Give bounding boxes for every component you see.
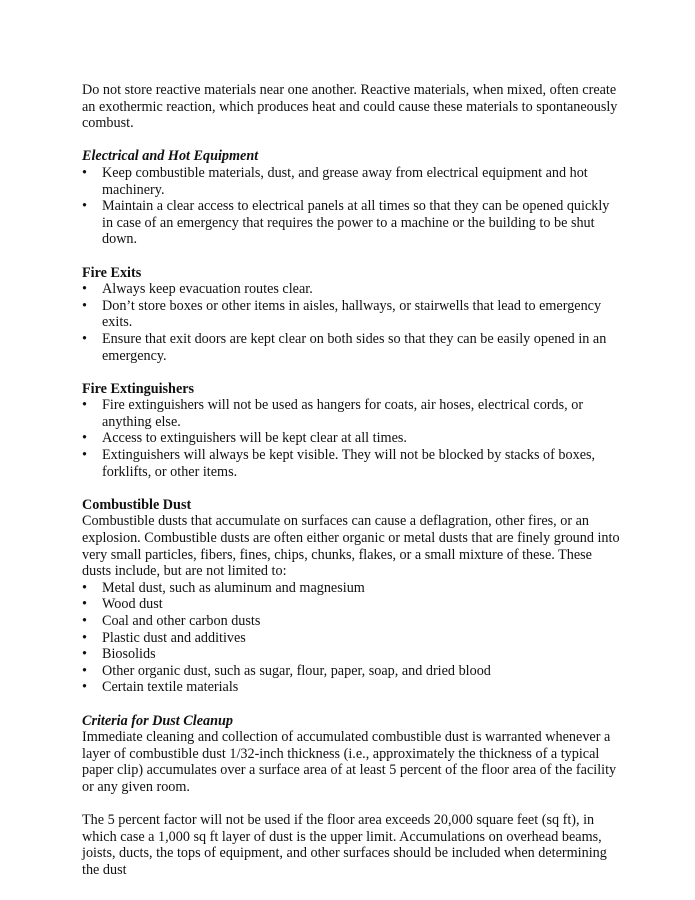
bullet-icon: • <box>82 596 87 613</box>
list-item: • Extinguishers will always be kept visible. They will not be blocked by stacks of boxes, forklifts, or other items. <box>82 447 596 480</box>
bullet-icon: • <box>82 613 87 629</box>
intro-paragraph: Do not store reactive materials near one another. Reactive materials, when mixed, often create an exothermic reaction, which produces heat and could cause these materials to spontaneously combust. <box>82 82 618 132</box>
bullet-icon: • <box>82 662 87 679</box>
electrical-heading: Electrical and Hot Equipment <box>82 148 259 165</box>
list-item: • Maintain a clear access to electrical panels at all times so that they can be opened quickly in case of an emergency that requires the power to a machine or the building to be shut down. <box>82 198 610 248</box>
cleanup-paragraph-1: Immediate cleaning and collection of accumulated combustible dust is warranted whenever a layer of combustible dust 1/32-inch thickness (i.e., approximately the thickness of a typical paper clip) accumulates over a surface area of at least 5 percent of the floor area of the facility or any given room. <box>82 729 617 795</box>
document-body <box>82 82 622 879</box>
bullet-icon: • <box>82 297 87 314</box>
list-item: • Certain textile materials <box>82 679 239 696</box>
list-item: • Fire extinguishers will not be used as hangers for coats, air hoses, electrical cords, or anything else. <box>82 397 584 430</box>
bullet-icon: • <box>82 281 87 298</box>
bullet-icon: • <box>82 629 87 646</box>
list-item: • Other organic dust, such as sugar, flour, paper, soap, and dried blood <box>82 662 491 679</box>
dust-list <box>82 580 622 696</box>
bullet-icon: • <box>82 198 87 215</box>
fire-exits-heading: Fire Exits <box>82 264 142 281</box>
bullet-icon: • <box>82 646 87 663</box>
bullet-icon: • <box>82 330 87 347</box>
list-item: • Plastic dust and additives <box>82 629 246 646</box>
list-item: • Keep combustible materials, dust, and grease away from electrical equipment and hot machinery. <box>82 164 588 198</box>
extinguishers-list <box>82 397 622 480</box>
list-item: • Don’t store boxes or other items in aisles, hallways, or stairwells that lead to emergency exits. <box>82 297 602 331</box>
list-item: • Wood dust <box>82 596 163 613</box>
bullet-icon: • <box>82 164 87 181</box>
list-item: • Metal dust, such as aluminum and magnesium <box>82 579 365 596</box>
dust-heading: Combustible Dust <box>82 496 192 513</box>
cleanup-paragraph-2: The 5 percent factor will not be used if the floor area exceeds 20,000 square feet (sq ft), in which case a 1,000 sq ft layer of dust is the upper limit. Accumulations on overhead beams, joists, ducts, the tops of equipment, and other surfaces should be included when determining the dust <box>82 812 607 878</box>
list-item: • Always keep evacuation routes clear. <box>82 281 313 298</box>
bullet-icon: • <box>82 447 87 464</box>
list-item: • Biosolids <box>82 646 156 663</box>
bullet-icon: • <box>82 579 87 596</box>
list-item: • Coal and other carbon dusts <box>82 613 261 629</box>
bullet-icon: • <box>82 430 87 447</box>
electrical-list <box>82 165 622 248</box>
dust-paragraph: Combustible dusts that accumulate on surfaces can cause a deflagration, other fires, or an explosion. Combustible dusts are often either organic or metal dusts that are finely ground into very small particles, fibers, fines, chips, chunks, flakes, or a small mixture of these. These dusts include, but are not limited to: <box>82 513 620 580</box>
bullet-icon: • <box>82 679 87 696</box>
cleanup-heading: Criteria for Dust Cleanup <box>82 712 233 729</box>
fire-exits-list <box>82 281 622 364</box>
list-item: • Access to extinguishers will be kept clear at all times. <box>82 430 407 447</box>
extinguishers-heading: Fire Extinguishers <box>82 380 195 397</box>
bullet-icon: • <box>82 397 87 414</box>
list-item: • Ensure that exit doors are kept clear on both sides so that they can be easily opened in an emergency. <box>82 330 607 364</box>
